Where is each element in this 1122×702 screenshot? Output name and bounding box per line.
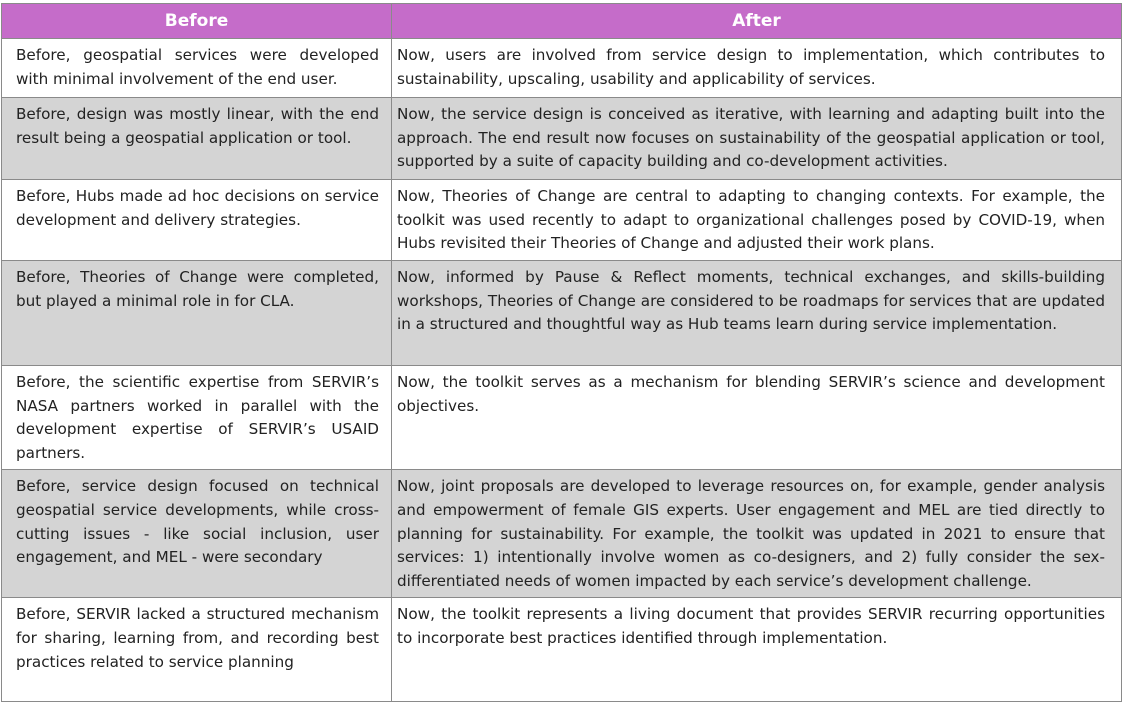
before-cell: Before, service design focused on technical geospatial service developments, while cross-cutting issues - like social inclusion, user engagement, and MEL - were secondary	[2, 470, 392, 598]
after-cell: Now, the toolkit serves as a mechanism for blending SERVIR’s science and development objectives.	[392, 366, 1122, 470]
table-row	[2, 39, 1122, 98]
before-after-table	[1, 3, 1122, 702]
before-column-header: Before	[2, 4, 392, 39]
table-row	[2, 98, 1122, 180]
after-cell: Now, the service design is conceived as iterative, with learning and adapting built into the approach. The end result now focuses on sustainability of the geospatial application or tool, supported by a suite of capacity building and co-development activities.	[392, 98, 1122, 180]
after-cell: Now, Theories of Change are central to adapting to changing contexts. For example, the toolkit was used recently to adapt to organizational challenges posed by COVID-19, when Hubs revisited their Theories of Change and adjusted their work plans.	[392, 180, 1122, 261]
after-cell: Now, informed by Pause & Reflect moments, technical exchanges, and skills-building workshops, Theories of Change are considered to be roadmaps for services that are updated in a structured and thoughtful way as Hub teams learn during service implementation.	[392, 261, 1122, 366]
header-row	[2, 4, 1122, 39]
before-cell: Before, design was mostly linear, with the end result being a geospatial application or tool.	[2, 98, 392, 180]
before-cell: Before, the scientific expertise from SERVIR’s NASA partners worked in parallel with the development expertise of SERVIR’s USAID partners.	[2, 366, 392, 470]
before-cell: Before, Hubs made ad hoc decisions on service development and delivery strategies.	[2, 180, 392, 261]
table-row	[2, 598, 1122, 702]
after-cell: Now, joint proposals are developed to leverage resources on, for example, gender analysis and empowerment of female GIS experts. User engagement and MEL are tied directly to planning for sustainability. For example, the toolkit was updated in 2021 to ensure that services: 1) intentionally involve women as co-designers, and 2) fully consider the sex-differentiated needs of women impacted by each service’s development challenge.	[392, 470, 1122, 598]
after-cell: Now, the toolkit represents a living document that provides SERVIR recurring opportunities to incorporate best practices identified through implementation.	[392, 598, 1122, 702]
before-cell: Before, Theories of Change were completed, but played a minimal role in for CLA.	[2, 261, 392, 366]
comparison-table-wrapper	[1, 3, 1122, 702]
table-row	[2, 261, 1122, 366]
after-cell: Now, users are involved from service design to implementation, which contributes to sustainability, upscaling, usability and applicability of services.	[392, 39, 1122, 98]
table-row	[2, 180, 1122, 261]
before-cell: Before, geospatial services were developed with minimal involvement of the end user.	[2, 39, 392, 98]
table-row	[2, 470, 1122, 598]
table-row	[2, 366, 1122, 470]
after-column-header: After	[392, 4, 1122, 39]
before-cell: Before, SERVIR lacked a structured mechanism for sharing, learning from, and recording best practices related to service planning	[2, 598, 392, 702]
